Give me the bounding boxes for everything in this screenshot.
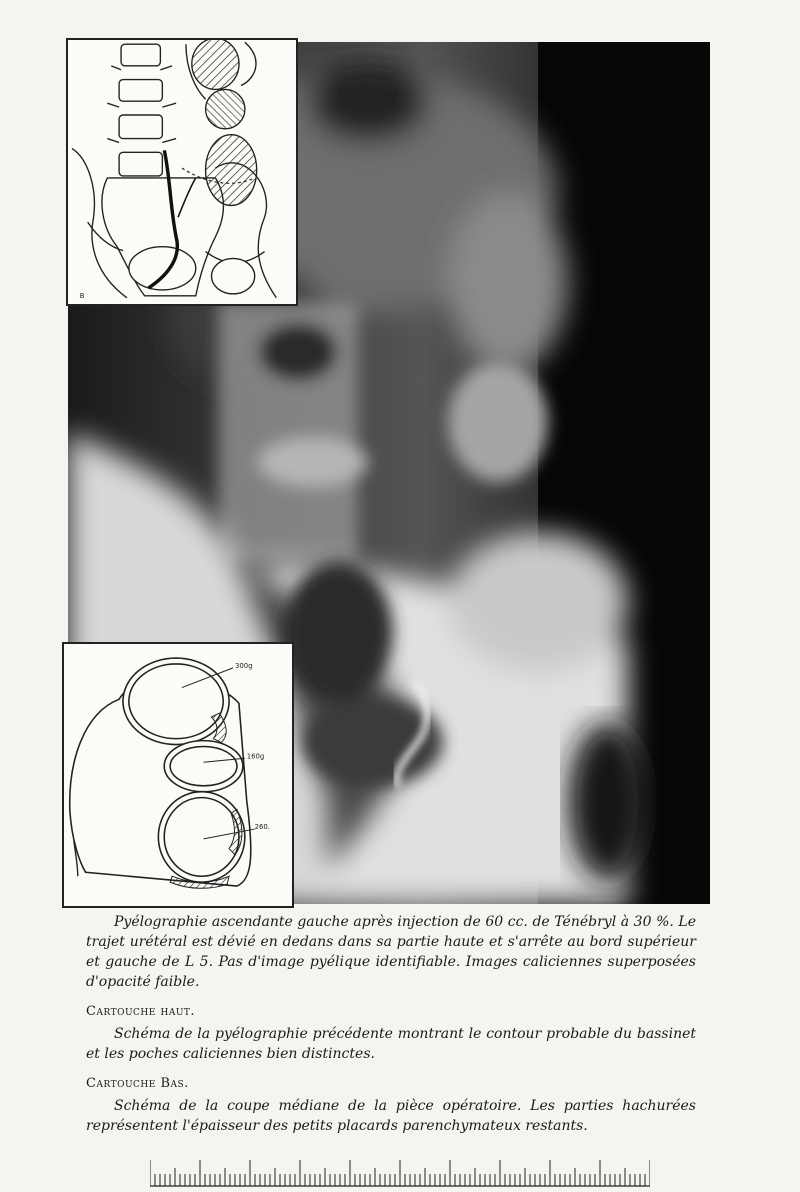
scale-ruler: [150, 1158, 650, 1188]
caption-main: Pyélographie ascendante gauche après injection de 60 cc. de Ténébryl à 30 %. Le trajet urétéral est dévié en dedans dans sa partie haute et s'arrête au bord supérieur et gauche de L 5. Pas d'image pyélique identifiable. Images caliciennes superposées d'opacité faible.: [86, 914, 696, 990]
inset-bottom-diagram: [62, 642, 294, 908]
label-300g: 300g: [234, 661, 253, 670]
pyelography-schema: [68, 40, 296, 304]
label-260: 260.: [254, 823, 270, 832]
figure-caption: [86, 912, 696, 1136]
label-160g: 160g: [246, 752, 265, 761]
inset-top-corner-mark: B: [79, 291, 85, 300]
bottom-inset-text: Schéma de la coupe médiane de la pièce opératoire. Les parties hachurées représentent l'épaisseur des petits placards parenchymateux restants.: [86, 1098, 696, 1134]
bottom-inset-heading: Cartouche Bas.: [86, 1076, 189, 1091]
inset-top-diagram: [66, 38, 298, 306]
surgical-section-schema: [64, 644, 292, 906]
top-inset-heading: Cartouche haut.: [86, 1004, 196, 1019]
top-inset-text: Schéma de la pyélographie précédente montrant le contour probable du bassinet et les poches caliciennes bien distinctes.: [86, 1026, 696, 1062]
